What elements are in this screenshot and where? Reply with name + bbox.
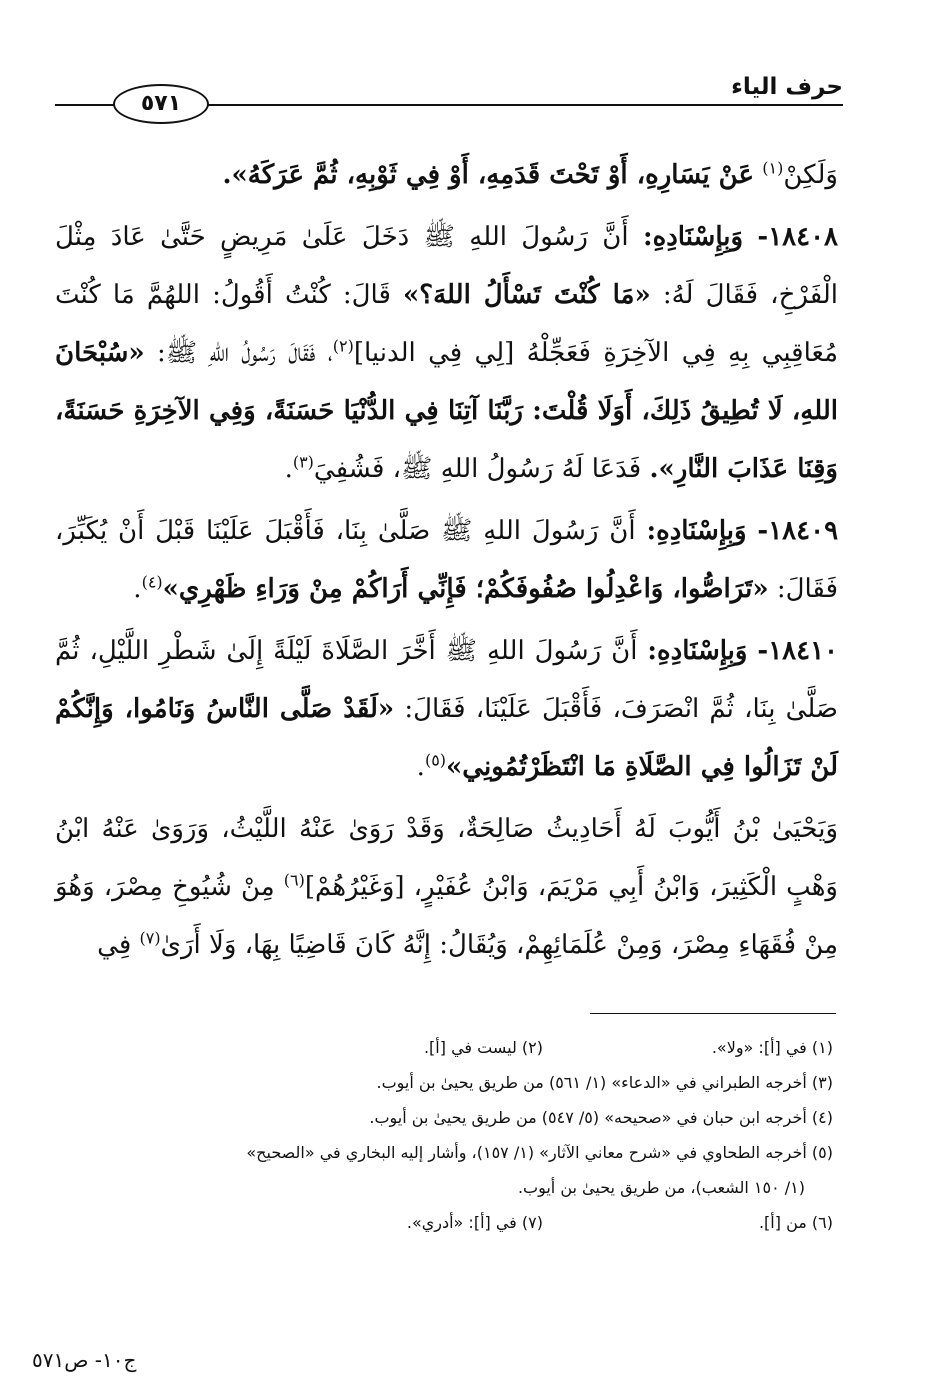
hadith-number: ١٨٤٠٩- <box>757 516 839 546</box>
footnote-row <box>55 1065 833 1100</box>
text: أَنَّ رَسُولَ اللهِ ﷺ دَخَلَ عَلَىٰ مَرِيضٍ حَتَّىٰ عَادَ مِثْلَ الْفَرْخِ، فَقَالَ لَهُ: <box>55 222 838 310</box>
isnad-keyword: وَبِإِسْنَادِهِ: <box>646 516 747 546</box>
footnote-row <box>55 1135 833 1170</box>
footnote-ref: (٦) <box>283 870 305 890</box>
footnote-4: (٤) أخرجه ابن حبان في «صحيحه» (٥/ ٥٤٧) من طريق يحيىٰ بن أيوب. <box>369 1108 833 1127</box>
main-text <box>55 146 838 978</box>
paragraph-1 <box>55 146 838 204</box>
hadith-number: ١٨٤٠٨- <box>757 222 839 252</box>
volume-page-signature: ج١٠- ص٥٧١ <box>32 1348 137 1372</box>
footnotes <box>55 1030 833 1240</box>
paragraph-18410 <box>55 622 838 796</box>
footnote-1: (١) في [أ]: «ولا». <box>711 1038 833 1057</box>
footnote-row <box>55 1100 833 1135</box>
footnote-3: (٣) أخرجه الطبراني في «الدعاء» (١/ ٥٦١) من طريق يحيىٰ بن أيوب. <box>376 1073 833 1092</box>
hadith-text: «لَقَدْ صَلَّى النَّاسُ وَنَامُوا، وَإِنَّكُمْ لَنْ تَزَالُوا فِي الصَّلَاةِ مَا انْتَظَرْتُمُونِي» <box>55 694 838 782</box>
running-header <box>55 68 843 114</box>
text: وَلَكِنْ <box>783 160 838 190</box>
hadith-text: «سُبْحَانَ اللهِ، لَا تُطِيقُ ذَلِكَ، أَوَلَا قُلْتَ: رَبَّنَا آتِنَا فِي الدُّنْيَا حَسَنَةً، وَفِي الآخِرَةِ حَسَنَةً، وَقِنَا عَذَابَ النَّارِ». <box>55 338 838 484</box>
footnote-ref: (١) <box>762 158 784 178</box>
text: قَالَ: كُنْتُ أَقُولُ: اللهُمَّ مَا كُنْتَ مُعَاقِبِي بِهِ فِي الآخِرَةِ فَعَجِّلْهُ [لِي فِي الدنيا] <box>55 280 839 368</box>
text: . <box>284 454 293 484</box>
text: فَدَعَا لَهُ رَسُولُ اللهِ ﷺ، فَشُفِيَ <box>313 454 642 484</box>
footnote-row <box>55 1170 833 1205</box>
text: أَنَّ رَسُولَ اللهِ ﷺ صَلَّىٰ بِنَا، فَأَقْبَلَ عَلَيْنَا قَبْلَ أَنْ يُكَبِّرَ، فَقَالَ: <box>55 516 838 604</box>
paragraph-18409 <box>55 502 838 618</box>
paragraph-18408 <box>55 208 838 498</box>
text: أَنَّ رَسُولَ اللهِ ﷺ أَخَّرَ الصَّلَاةَ لَيْلَةً إِلَىٰ شَطْرِ اللَّيْلِ، ثُمَّ صَلَّىٰ بِنَا، ثُمَّ انْصَرَفَ، فَأَقْبَلَ عَلَيْنَا، فَقَالَ: <box>55 636 838 724</box>
footnote-6: (٦) من [أ]. <box>758 1213 833 1232</box>
footnote-row <box>55 1030 833 1065</box>
footnote-ref: (٣) <box>292 452 314 472</box>
footnote-separator <box>590 1013 836 1014</box>
isnad-keyword: وَبِإِسْنَادِهِ: <box>642 222 744 252</box>
footnote-ref: (٧) <box>139 928 161 948</box>
text: . <box>416 752 425 782</box>
footnote-5-continued: (١/ ١٥٠ الشعب)، من طريق يحيىٰ بن أيوب. <box>517 1178 805 1197</box>
footnote-ref: (٥) <box>424 750 447 770</box>
hadith-number: ١٨٤١٠- <box>757 636 839 666</box>
footnote-row <box>55 1205 833 1240</box>
text: مِنْ شُيُوخِ مِصْرَ، وَهُوَ مِنْ فُقَهَاءِ مِصْرَ، وَمِنْ عُلَمَائِهِمْ، وَيُقَالُ: إِنَّهُ كَانَ قَاضِيًا بِهَا، وَلَا أَرَىٰ <box>55 872 838 960</box>
isnad-keyword: وَبِإِسْنَادِهِ: <box>647 636 748 666</box>
footnote-5: (٥) أخرجه الطحاوي في «شرح معاني الآثار» (١/ ١٥٧)، وأشار إليه البخاري في «الصحيح» <box>246 1143 833 1162</box>
footnote-7: (٧) في [أ]: «أدري». <box>406 1213 543 1232</box>
hadith-text: عَنْ يَسَارِهِ، أَوْ تَحْتَ قَدَمِهِ، أَوْ فِي ثَوْبِهِ، ثُمَّ عَرَكَهُ». <box>222 160 754 190</box>
text: . <box>133 574 142 604</box>
footnote-ref: (٤) <box>141 572 163 592</box>
text: ، فَقَالَ رَسُولُ اللهِ ﷺ: <box>157 338 333 368</box>
footnote-2: (٢) ليست في [أ]. <box>423 1038 543 1057</box>
page-number: ٥٧١ <box>113 84 209 124</box>
chapter-title: حرف الياء <box>731 74 843 100</box>
text: فِي <box>97 930 132 960</box>
footnote-ref: (٢) <box>332 336 354 356</box>
text: وَيَحْيَىٰ بْنُ أَيُّوبَ لَهُ أَحَادِيثُ صَالِحَةٌ، وَقَدْ رَوَىٰ عَنْهُ اللَّيْثُ، وَرَوَىٰ عَنْهُ ابْنُ وَهْبٍ الْكَثِيرَ، وَابْنُ أَبِي مَرْيَمَ، وَابْنُ عُفَيْرٍ، [وَغَيْرُهُمْ] <box>55 814 838 902</box>
paragraph-commentary <box>55 800 838 974</box>
hadith-text: «مَا كُنْتَ تَسْأَلُ اللهَ؟» <box>403 280 651 310</box>
hadith-text: «تَرَاصُّوا، وَاعْدِلُوا صُفُوفَكُمْ؛ فَإِنِّي أَرَاكُمْ مِنْ وَرَاءِ ظَهْرِي» <box>162 574 769 604</box>
